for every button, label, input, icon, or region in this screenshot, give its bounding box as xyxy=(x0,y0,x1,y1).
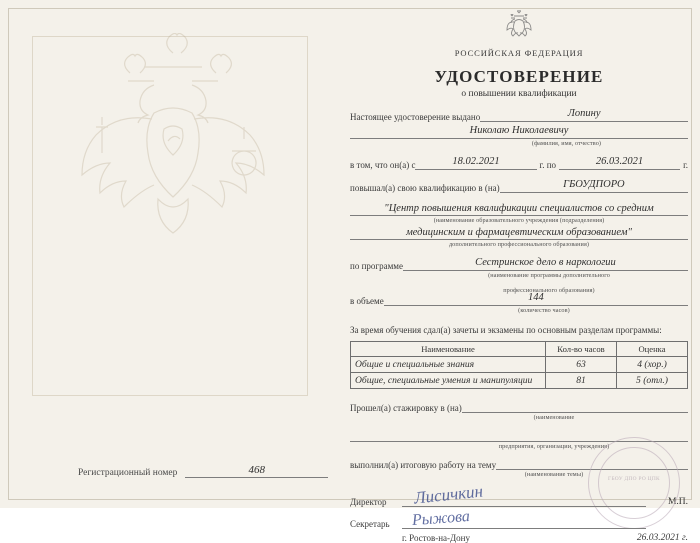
exams-text: За время обучения сдал(а) зачеты и экзамены по основным разделам программы: xyxy=(350,325,662,335)
qualification-row xyxy=(350,179,688,193)
row-name: Общие, специальные умения и манипуляции xyxy=(351,373,546,389)
column-header-name: Наименование xyxy=(351,342,546,357)
secretary-signature: Рыжова xyxy=(411,508,471,530)
period-label-1: в том, что он(а) с xyxy=(350,160,416,170)
row-name: Общие и специальные знания xyxy=(351,357,546,373)
stamp-text: ГБОУ ДПО РО ЦПК xyxy=(608,476,660,483)
organization-hint-2: дополнительного профессионального образования) xyxy=(448,241,590,248)
director-row xyxy=(350,481,688,508)
registration-number-row xyxy=(78,464,328,478)
director-label: Директор xyxy=(350,497,387,508)
program-value: Сестринское дело в наркологии xyxy=(403,257,688,271)
registration-number-label: Регистрационный номер xyxy=(78,468,178,478)
city-label: г. Ростов-на-Дону xyxy=(402,533,471,543)
column-header-hours: Кол-во часов xyxy=(546,342,617,357)
marks-table xyxy=(350,341,688,389)
director-signature: Лисичкин xyxy=(413,481,484,508)
double-headed-eagle-watermark-icon xyxy=(48,33,298,283)
volume-value: 144 xyxy=(384,292,688,306)
program-hint-1: (наименование программы дополнительного xyxy=(488,272,610,279)
secretary-row xyxy=(350,508,688,530)
page-title: УДОСТОВЕРЕНИЕ xyxy=(434,67,604,86)
internship-hint-bottom: предприятия, организации, учреждения) xyxy=(498,443,610,451)
issued-to-value-2: Николаю Николаевичу xyxy=(350,125,688,139)
mp-label: М.П. xyxy=(667,497,688,508)
final-work-hint: (наименование темы) xyxy=(524,471,584,479)
russian-coat-of-arms-icon xyxy=(350,10,688,40)
organization-line-2: медицинским и фармацевтическим образованием" xyxy=(350,227,688,240)
city-date-row xyxy=(350,533,688,543)
period-from-value: 18.02.2021 xyxy=(415,156,536,170)
signature-date: 26.03.2021 г. xyxy=(636,533,688,543)
internship-row xyxy=(350,399,688,413)
director-signature-line xyxy=(402,481,646,508)
program-label: по программе xyxy=(350,261,403,271)
organization-hint-1: (наименование образовательного учреждения (подразделения) xyxy=(433,217,605,224)
final-work-label: выполнил(а) итоговую работу на тему xyxy=(350,460,497,471)
right-pane xyxy=(350,8,689,543)
row-hours: 63 xyxy=(546,357,617,373)
internship-value xyxy=(462,399,688,413)
row-mark: 4 (хор.) xyxy=(617,357,688,373)
fio-hint: (фамилия, имя, отчество) xyxy=(531,140,602,147)
row-hours: 81 xyxy=(546,373,617,389)
program-row xyxy=(350,257,688,271)
qualification-label: повышал(а) свою квалификацию в (на) xyxy=(350,183,500,193)
signature-block xyxy=(350,476,688,543)
period-to-value: 26.03.2021 xyxy=(559,156,680,170)
left-pane xyxy=(8,8,338,500)
secretary-signature-line xyxy=(402,508,646,530)
volume-row xyxy=(350,292,688,306)
table-row xyxy=(351,373,688,389)
program-hint-2: профессионального образования) xyxy=(503,287,595,294)
table-row xyxy=(351,357,688,373)
country-line: РОССИЙСКАЯ ФЕДЕРАЦИЯ xyxy=(454,48,584,58)
organization-line-1: "Центр повышения квалификации специалистов со средним xyxy=(350,203,688,216)
issued-to-value: Лопину xyxy=(480,108,688,122)
volume-hint: (количество часов) xyxy=(518,307,570,314)
qualification-value: ГБОУДПОРО xyxy=(500,179,688,193)
issued-to-label: Настоящее удостоверение выдано xyxy=(350,112,481,122)
period-row xyxy=(350,156,688,170)
period-unit-2: г. xyxy=(683,160,689,170)
page-subtitle: о повышении квалификации xyxy=(461,89,577,99)
period-unit-1: г. по xyxy=(539,160,557,170)
row-mark: 5 (отл.) xyxy=(617,373,688,389)
table-header-row xyxy=(351,342,688,357)
registration-number-value: 468 xyxy=(185,464,328,478)
internship-label: Прошел(а) стажировку в (на) xyxy=(350,403,462,414)
issued-to-row-2 xyxy=(350,125,688,139)
issued-to-row xyxy=(350,108,688,122)
internship-hint-top: (наименование xyxy=(533,414,575,422)
column-header-mark: Оценка xyxy=(617,342,688,357)
volume-label: в объеме xyxy=(350,296,384,306)
secretary-label: Секретарь xyxy=(350,519,390,530)
